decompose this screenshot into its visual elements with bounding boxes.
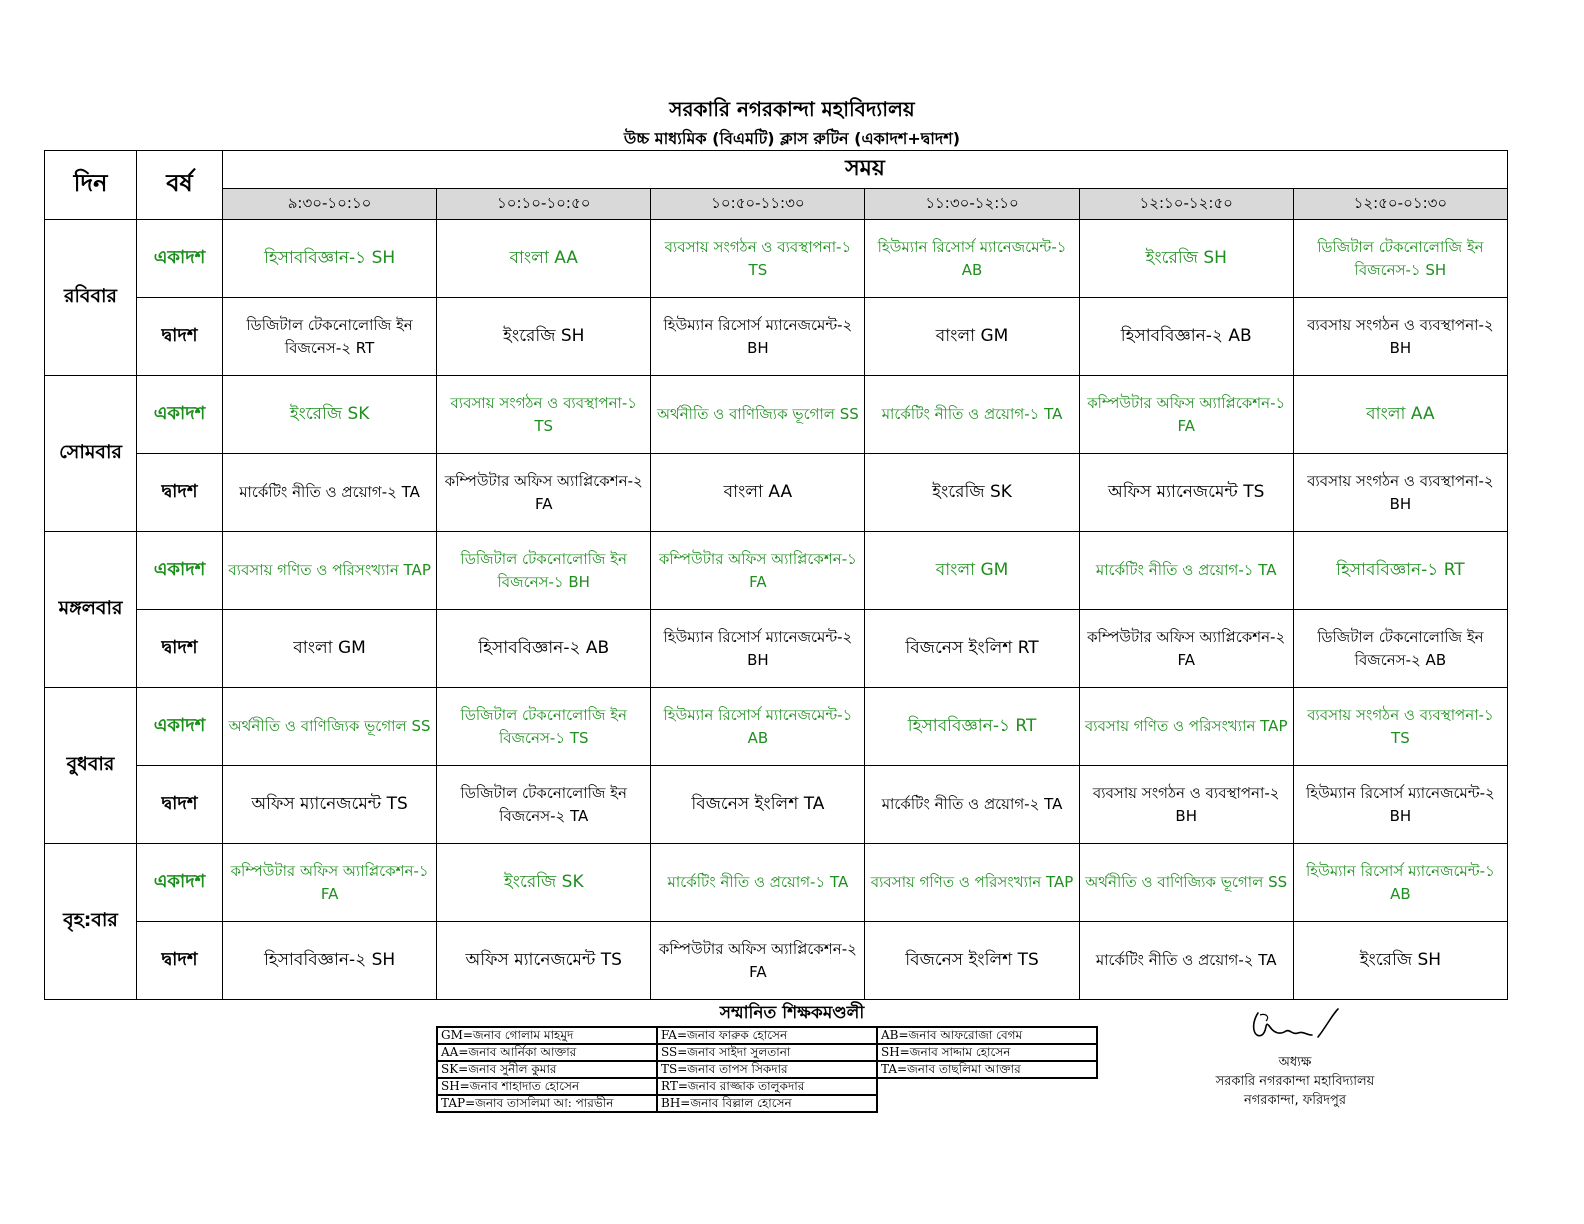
teacher-entry: TA=জনাব তাছলিমা আক্তার (877, 1061, 1097, 1078)
time-slot-header: ১০:১০-১০:৫০ (437, 189, 651, 220)
year-cell: একাদশ (137, 844, 223, 922)
time-slot-header: ১২:১০-১২:৫০ (1079, 189, 1293, 220)
routine-table (44, 150, 1508, 1000)
class-cell: বাংলা GM (865, 532, 1079, 610)
class-cell: বাংলা AA (651, 454, 865, 532)
routine-row (45, 376, 1508, 454)
teacher-entry: SS=জনাব সাইদা সুলতানা (657, 1044, 877, 1061)
class-cell: কম্পিউটার অফিস অ্যাপ্লিকেশন-১ FA (223, 844, 437, 922)
routine-row (45, 532, 1508, 610)
teacher-entry: GM=জনাব গোলাম মাহমুদ (437, 1027, 657, 1044)
class-cell: ডিজিটাল টেকনোলোজি ইন বিজনেস-২ AB (1293, 610, 1507, 688)
time-slot-header: ১১:৩০-১২:১০ (865, 189, 1079, 220)
teacher-legend-row (437, 1078, 1097, 1095)
class-cell: ইংরেজি SH (437, 298, 651, 376)
teacher-entry: TS=জনাব তাপস সিকদার (657, 1061, 877, 1078)
class-cell: হিউম্যান রিসোর্স ম্যানেজমেন্ট-২ BH (651, 610, 865, 688)
class-cell: মার্কেটিং নীতি ও প্রয়োগ-২ TA (1079, 922, 1293, 1000)
teacher-entry: RT=জনাব রাজ্জাক তালুকদার (657, 1078, 877, 1095)
college-title: সরকারি নগরকান্দা মহাবিদ্যালয় (669, 97, 915, 121)
year-cell: দ্বাদশ (137, 610, 223, 688)
class-cell: মার্কেটিং নীতি ও প্রয়োগ-১ TA (1079, 532, 1293, 610)
class-cell: ব্যবসায় গণিত ও পরিসংখ্যান TAP (1079, 688, 1293, 766)
class-cell: হিসাববিজ্ঞান-২ AB (1079, 298, 1293, 376)
class-cell: মার্কেটিং নীতি ও প্রয়োগ-২ TA (223, 454, 437, 532)
time-slot-header: ১২:৫০-০১:৩০ (1293, 189, 1507, 220)
day-column-header: দিন (45, 151, 137, 220)
class-cell: ডিজিটাল টেকনোলোজি ইন বিজনেস-২ TA (437, 766, 651, 844)
class-cell: কম্পিউটার অফিস অ্যাপ্লিকেশন-২ FA (651, 922, 865, 1000)
class-cell: অফিস ম্যানেজমেন্ট TS (437, 922, 651, 1000)
class-cell: কম্পিউটার অফিস অ্যাপ্লিকেশন-২ FA (437, 454, 651, 532)
class-cell: ইংরেজি SK (223, 376, 437, 454)
class-cell: ইংরেজি SH (1079, 220, 1293, 298)
routine-subtitle: উচ্চ মাধ্যমিক (বিএমটি) ক্লাস রুটিন (একাদশ+দ্বাদশ) (623, 129, 961, 148)
routine-row (45, 454, 1508, 532)
signature-location: নগরকান্দা, ফরিদপুর (1244, 1093, 1346, 1108)
class-cell: ব্যবসায় সংগঠন ও ব্যবস্থাপনা-১ TS (651, 220, 865, 298)
teacher-entry: BH=জনাব বিল্লাল হোসেন (657, 1095, 877, 1112)
class-cell: বাংলা GM (865, 298, 1079, 376)
time-slot-header: ১০:৫০-১১:৩০ (651, 189, 865, 220)
teachers-title: সম্মানিত শিক্ষকমণ্ডলী (719, 1003, 865, 1023)
class-cell: বিজনেস ইংলিশ RT (865, 610, 1079, 688)
teacher-legend-empty (877, 1095, 1097, 1112)
day-cell: সোমবার (45, 376, 137, 532)
class-cell: ডিজিটাল টেকনোলোজি ইন বিজনেস-১ SH (1293, 220, 1507, 298)
year-cell: দ্বাদশ (137, 766, 223, 844)
class-cell: ইংরেজি SK (437, 844, 651, 922)
teacher-legend (436, 1026, 1098, 1113)
year-cell: একাদশ (137, 376, 223, 454)
teacher-entry: SH=জনাব শাহাদাত হোসেন (437, 1078, 657, 1095)
day-cell: মঙ্গলবার (45, 532, 137, 688)
teacher-entry: AB=জনাব আফরোজা বেগম (877, 1027, 1097, 1044)
class-cell: বিজনেস ইংলিশ TA (651, 766, 865, 844)
class-cell: হিউম্যান রিসোর্স ম্যানেজমেন্ট-১ AB (651, 688, 865, 766)
routine-row (45, 220, 1508, 298)
routine-row (45, 844, 1508, 922)
routine-row (45, 610, 1508, 688)
class-cell: হিউম্যান রিসোর্স ম্যানেজমেন্ট-১ AB (865, 220, 1079, 298)
year-cell: দ্বাদশ (137, 454, 223, 532)
routine-row (45, 922, 1508, 1000)
class-cell: অর্থনীতি ও বাণিজ্যিক ভূগোল SS (1079, 844, 1293, 922)
class-cell: ব্যবসায় সংগঠন ও ব্যবস্থাপনা-১ TS (437, 376, 651, 454)
class-cell: অর্থনীতি ও বাণিজ্যিক ভূগোল SS (651, 376, 865, 454)
class-cell: মার্কেটিং নীতি ও প্রয়োগ-২ TA (865, 766, 1079, 844)
class-cell: ব্যবসায় গণিত ও পরিসংখ্যান TAP (865, 844, 1079, 922)
class-cell: ইংরেজি SH (1293, 922, 1507, 1000)
class-cell: অফিস ম্যানেজমেন্ট TS (223, 766, 437, 844)
teacher-legend-row (437, 1044, 1097, 1061)
year-cell: একাদশ (137, 532, 223, 610)
class-cell: অর্থনীতি ও বাণিজ্যিক ভূগোল SS (223, 688, 437, 766)
class-cell: ডিজিটাল টেকনোলোজি ইন বিজনেস-১ TS (437, 688, 651, 766)
teacher-entry: TAP=জনাব তাসলিমা আ: পারভীন (437, 1095, 657, 1112)
class-cell: হিসাববিজ্ঞান-২ AB (437, 610, 651, 688)
routine-row (45, 688, 1508, 766)
year-cell: দ্বাদশ (137, 922, 223, 1000)
class-cell: মার্কেটিং নীতি ও প্রয়োগ-১ TA (865, 376, 1079, 454)
class-cell: ব্যবসায় সংগঠন ও ব্যবস্থাপনা-২ BH (1293, 298, 1507, 376)
day-cell: রবিবার (45, 220, 137, 376)
teacher-entry: SK=জনাব সুনীল কুমার (437, 1061, 657, 1078)
time-header: সময় (223, 151, 1508, 189)
class-cell: অফিস ম্যানেজমেন্ট TS (1079, 454, 1293, 532)
class-cell: কম্পিউটার অফিস অ্যাপ্লিকেশন-১ FA (651, 532, 865, 610)
class-cell: হিউম্যান রিসোর্স ম্যানেজমেন্ট-১ AB (1293, 844, 1507, 922)
signature-mark (1240, 1005, 1350, 1047)
teacher-legend-row (437, 1095, 1097, 1112)
time-slot-header: ৯:৩০-১০:১০ (223, 189, 437, 220)
day-cell: বুধবার (45, 688, 137, 844)
signature-role: অধ্যক্ষ (1278, 1055, 1312, 1070)
class-cell: ডিজিটাল টেকনোলোজি ইন বিজনেস-২ RT (223, 298, 437, 376)
signature-institution: সরকারি নগরকান্দা মহাবিদ্যালয় (1215, 1074, 1375, 1089)
teacher-legend-empty (877, 1078, 1097, 1095)
class-cell: কম্পিউটার অফিস অ্যাপ্লিকেশন-১ FA (1079, 376, 1293, 454)
class-cell: ডিজিটাল টেকনোলোজি ইন বিজনেস-১ BH (437, 532, 651, 610)
teacher-legend-row (437, 1061, 1097, 1078)
class-cell: বাংলা AA (437, 220, 651, 298)
class-cell: হিসাববিজ্ঞান-২ SH (223, 922, 437, 1000)
class-cell: ইংরেজি SK (865, 454, 1079, 532)
teacher-entry: AA=জনাব আর্নিকা আক্তার (437, 1044, 657, 1061)
class-cell: বিজনেস ইংলিশ TS (865, 922, 1079, 1000)
class-cell: হিসাববিজ্ঞান-১ SH (223, 220, 437, 298)
class-cell: হিউম্যান রিসোর্স ম্যানেজমেন্ট-২ BH (651, 298, 865, 376)
class-cell: মার্কেটিং নীতি ও প্রয়োগ-১ TA (651, 844, 865, 922)
class-cell: হিসাববিজ্ঞান-১ RT (865, 688, 1079, 766)
routine-row (45, 298, 1508, 376)
class-cell: ব্যবসায় গণিত ও পরিসংখ্যান TAP (223, 532, 437, 610)
year-cell: দ্বাদশ (137, 298, 223, 376)
class-cell: হিউম্যান রিসোর্স ম্যানেজমেন্ট-২ BH (1293, 766, 1507, 844)
day-cell: বৃহ:বার (45, 844, 137, 1000)
class-cell: কম্পিউটার অফিস অ্যাপ্লিকেশন-২ FA (1079, 610, 1293, 688)
class-cell: ব্যবসায় সংগঠন ও ব্যবস্থাপনা-২ BH (1079, 766, 1293, 844)
class-cell: বাংলা GM (223, 610, 437, 688)
teacher-entry: FA=জনাব ফারুক হোসেন (657, 1027, 877, 1044)
teacher-entry: SH=জনাব সাদ্দাম হোসেন (877, 1044, 1097, 1061)
class-cell: ব্যবসায় সংগঠন ও ব্যবস্থাপনা-২ BH (1293, 454, 1507, 532)
year-cell: একাদশ (137, 688, 223, 766)
class-cell: বাংলা AA (1293, 376, 1507, 454)
class-cell: ব্যবসায় সংগঠন ও ব্যবস্থাপনা-১ TS (1293, 688, 1507, 766)
signature-block (1200, 1005, 1390, 1110)
routine-row (45, 766, 1508, 844)
class-cell: হিসাববিজ্ঞান-১ RT (1293, 532, 1507, 610)
teacher-legend-row (437, 1027, 1097, 1044)
year-cell: একাদশ (137, 220, 223, 298)
year-column-header: বর্ষ (137, 151, 223, 220)
